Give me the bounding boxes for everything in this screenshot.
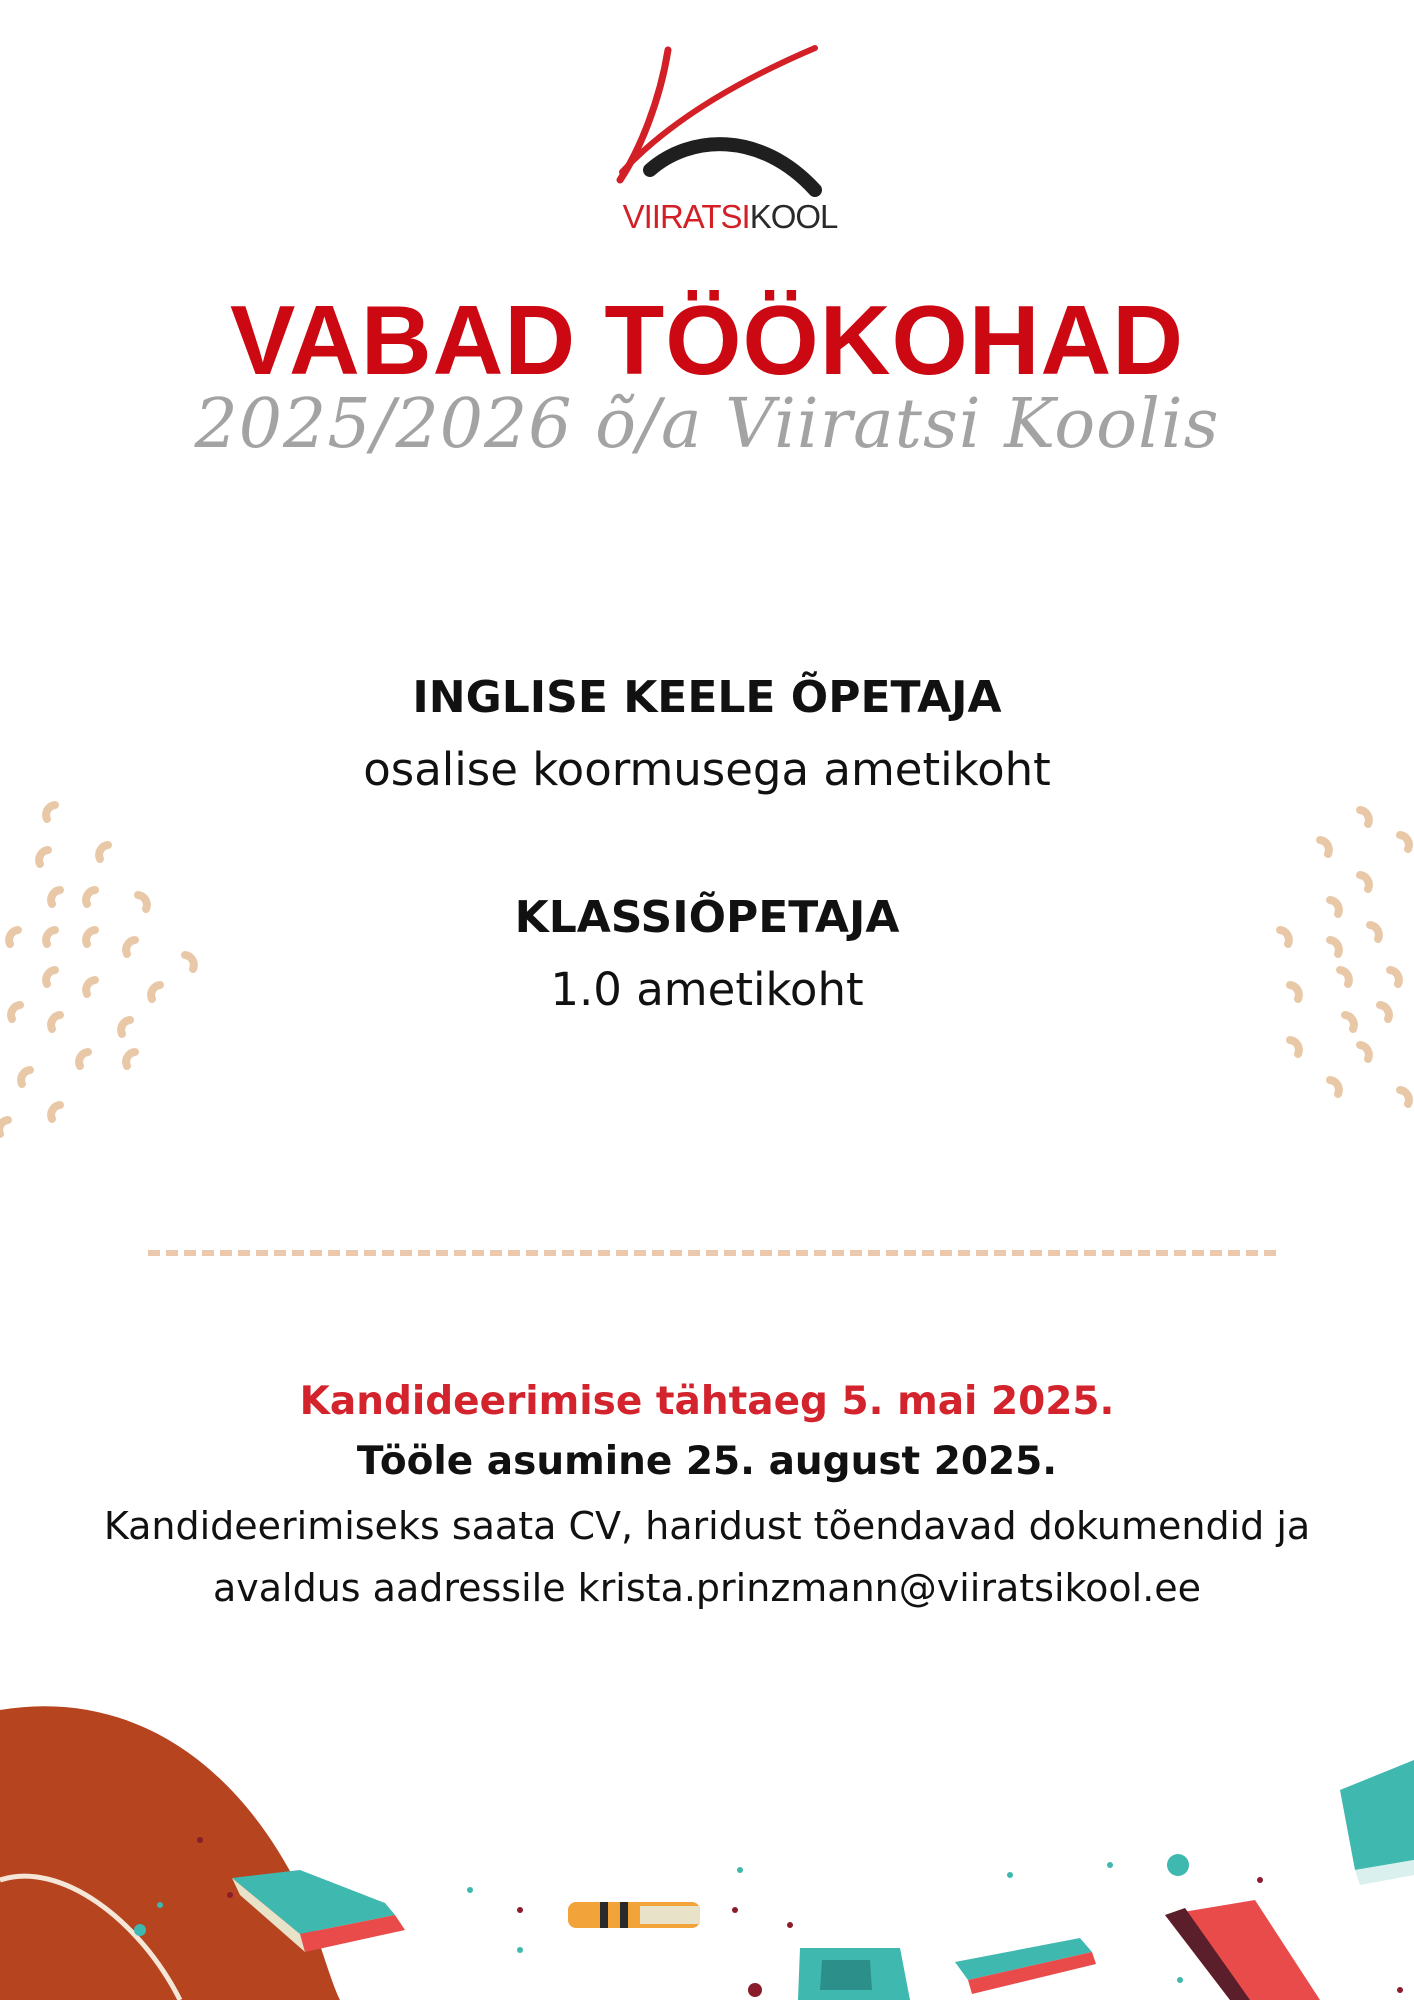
- school-logo-text: [600, 198, 860, 236]
- book-icon-right-center: [955, 1938, 1096, 1994]
- decorative-books-illustration: [0, 1690, 1414, 2000]
- book-icon-small-center: [568, 1902, 700, 1928]
- book-icon-top-right: [1340, 1760, 1414, 1885]
- decorative-dots-right: [1260, 790, 1414, 1150]
- page-subtitle: 2025/2026 õ/a Viiratsi Koolis: [194, 385, 1220, 464]
- rust-blob-shape: [0, 1706, 340, 2000]
- application-instructions-line1: Kandideerimiseks saata CV, haridust tõendavad dokumendid ja: [103, 1504, 1311, 1548]
- job-description-english-teacher: osalise koormusega ametikoht: [363, 743, 1051, 796]
- logo-name-part1: VIIRATSI: [622, 198, 750, 235]
- page-title: VABAD TÖÖKOHAD: [229, 285, 1185, 395]
- logo-name-part2: KOOL: [749, 198, 838, 235]
- job-title-english-teacher: INGLISE KEELE ÕPETAJA: [412, 672, 1002, 723]
- dashed-divider: [148, 1250, 1276, 1256]
- job-title-class-teacher: KLASSIÕPETAJA: [514, 892, 900, 943]
- job-description-class-teacher: 1.0 ametikoht: [550, 963, 864, 1016]
- decorative-dots-left: [0, 790, 200, 1150]
- book-icon-red-tilted: [1165, 1900, 1320, 2000]
- application-deadline: Kandideerimise tähtaeg 5. mai 2025.: [299, 1379, 1115, 1424]
- application-instructions: [40, 1495, 1374, 1619]
- application-instructions-line2: avaldus aadressile krista.prinzmann@viiratsikool.ee: [212, 1566, 1202, 1610]
- start-date: Tööle asumine 25. august 2025.: [356, 1439, 1058, 1484]
- book-icon-bottom-center: [798, 1948, 910, 2000]
